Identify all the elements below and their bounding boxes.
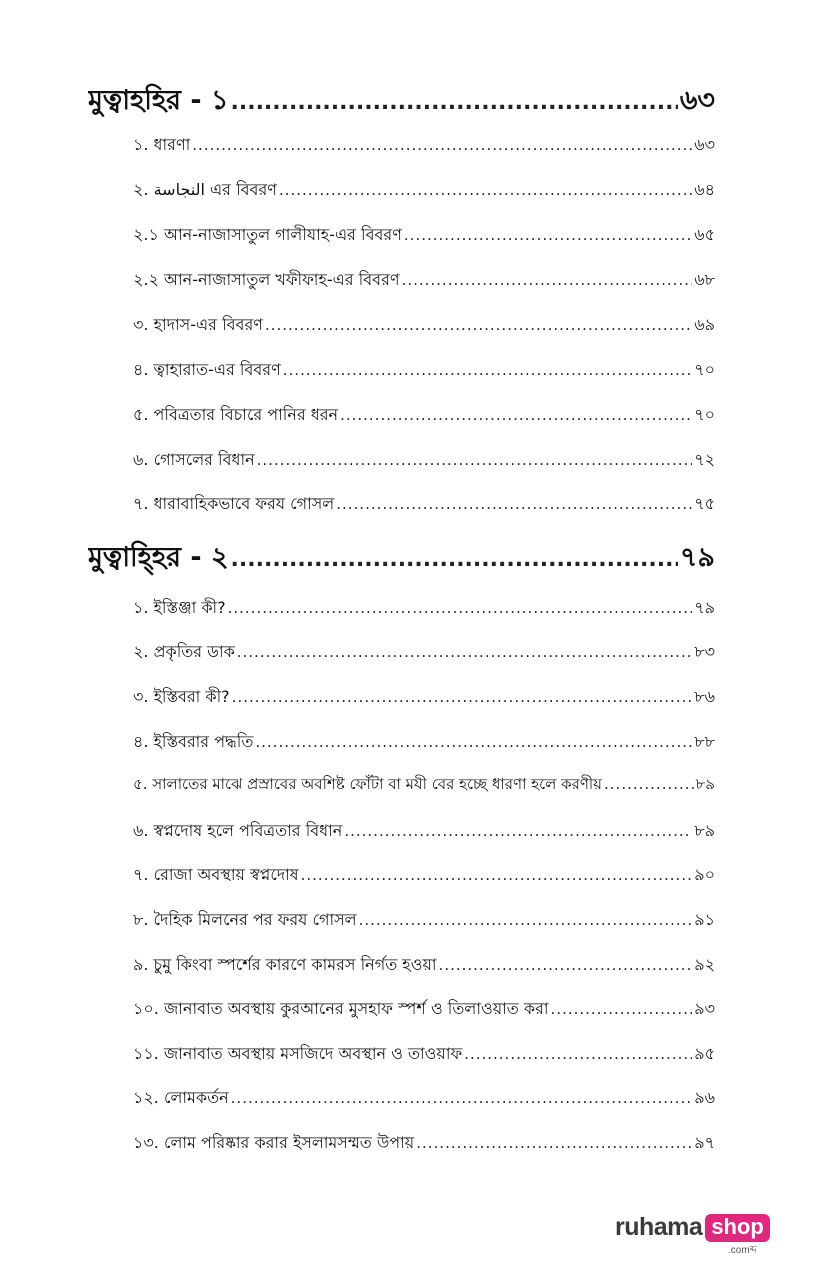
entry-page-number: ৭৯ xyxy=(694,598,715,617)
leader-dots xyxy=(301,866,693,884)
entry-label: ২. النجاسة এর বিবরণ xyxy=(133,180,277,199)
entry-page-number: ৬৯ xyxy=(694,315,715,334)
logo-shop-badge: shop xyxy=(705,1214,770,1242)
toc-entry xyxy=(133,907,715,934)
toc-entry xyxy=(133,996,715,1023)
toc-entry xyxy=(133,773,715,798)
entry-label: ১৩. লোম পরিষ্কার করার ইসলামসম্মত উপায় xyxy=(133,1133,415,1152)
toc-entry xyxy=(133,312,715,339)
section-heading xyxy=(88,80,715,125)
entry-label: ৬. গোসলের বিধান xyxy=(133,450,255,469)
leader-dots xyxy=(604,775,694,793)
leader-dots xyxy=(402,271,693,289)
logo-brand-text: ruhama xyxy=(615,1213,703,1241)
ruhamashop-logo xyxy=(615,1213,770,1256)
entry-label: ১২. লোমকর্তন xyxy=(133,1088,229,1107)
toc-entry xyxy=(133,639,715,666)
leader-dots xyxy=(228,599,693,617)
entry-label: ৪. ইস্তিবরার পদ্ধতি xyxy=(133,732,254,751)
leader-dots xyxy=(257,451,693,469)
leader-dots xyxy=(551,1000,693,1018)
toc-entry xyxy=(133,595,715,622)
entry-label: ৯. চুমু কিংবা স্পর্শের কারণে কামরস নির্গত হওয়া xyxy=(133,955,437,974)
entry-label: ১০. জানাবাত অবস্থায় কুরআনের মুসহাফ স্পর্শ ও তিলাওয়াত করা xyxy=(133,999,549,1018)
leader-dots xyxy=(404,226,692,244)
leader-dots xyxy=(231,1089,693,1107)
entry-label: ২.২ আন-নাজাসাতুল খফীফাহ-এর বিবরণ xyxy=(133,270,400,289)
toc-entry xyxy=(133,952,715,979)
leader-dots xyxy=(279,181,692,199)
toc-entry xyxy=(133,1130,715,1157)
entry-page-number: ৯২ xyxy=(694,955,715,974)
toc-entry xyxy=(133,447,715,474)
logo-domain-text: .comব্দ xyxy=(728,1245,757,1256)
leader-dots xyxy=(232,688,693,706)
entry-label: ৫. সালাতের মাঝে প্রস্রাবের অবশিষ্ট ফোঁটা বা মযী বের হচ্ছে ধারণা হলে করণীয় xyxy=(133,775,603,793)
entry-page-number: ৭০ xyxy=(694,360,715,379)
entry-page-number: ৯১ xyxy=(694,910,715,929)
toc-entry xyxy=(133,862,715,889)
section-page-number: ৬৩ xyxy=(679,85,715,116)
toc-entry xyxy=(133,818,715,845)
leader-dots xyxy=(192,136,692,154)
entry-page-number: ৮৩ xyxy=(694,642,715,661)
entry-page-number: ৬৮ xyxy=(694,270,715,289)
entry-label: ৩. হাদাস-এর বিবরণ xyxy=(133,315,263,334)
entry-page-number: ৯৭ xyxy=(694,1133,715,1152)
toc-entry xyxy=(133,1041,715,1068)
entry-page-number: ৬৩ xyxy=(694,135,715,154)
toc-entry xyxy=(133,1085,715,1112)
entry-page-number: ৮৮ xyxy=(694,732,715,751)
entry-page-number: ৬৫ xyxy=(694,225,715,244)
entry-page-number: ৭২ xyxy=(694,450,715,469)
entry-label: ৩. ইস্তিবরা কী? xyxy=(133,687,230,706)
leader-dots xyxy=(265,316,692,334)
section-heading xyxy=(88,537,715,582)
entry-label: ৫. পবিত্রতার বিচারে পানির ধরন xyxy=(133,405,339,424)
entry-page-number: ৯৬ xyxy=(694,1088,715,1107)
entry-label: ৬. স্বপ্নদোষ হলে পবিত্রতার বিধান xyxy=(133,821,343,840)
toc-entry xyxy=(133,132,715,159)
entry-label: ২. প্রকৃতির ডাক xyxy=(133,642,235,661)
leader-dots xyxy=(283,361,692,379)
leader-dots xyxy=(464,1045,692,1063)
leader-dots xyxy=(340,406,692,424)
entry-label: ৭. রোজা অবস্থায় স্বপ্নদোষ xyxy=(133,865,299,884)
leader-dots xyxy=(359,911,693,929)
leader-dots xyxy=(344,822,692,840)
leader-dots xyxy=(237,643,692,661)
entry-label: ২.১ আন-নাজাসাতুল গালীযাহ-এর বিবরণ xyxy=(133,225,402,244)
entry-page-number: ৭৫ xyxy=(694,494,715,513)
toc-entry xyxy=(133,267,715,294)
entry-label: ১. ধারণা xyxy=(133,135,191,154)
entry-page-number: ৯৫ xyxy=(694,1044,715,1063)
toc-entry xyxy=(133,222,715,249)
leader-dots xyxy=(439,956,693,974)
toc-entry xyxy=(133,491,715,518)
toc-entry xyxy=(133,729,715,756)
leader-dots xyxy=(255,733,692,751)
entry-label: ৪. ত্বাহারাত-এর বিবরণ xyxy=(133,360,281,379)
entry-page-number: ৯০ xyxy=(694,865,715,884)
entry-page-number: ৬৪ xyxy=(694,180,715,199)
entry-page-number: ৮৯ xyxy=(695,775,715,793)
leader-dots xyxy=(336,495,692,513)
entry-label: ৮. দৈহিক মিলনের পর ফরয গোসল xyxy=(133,910,357,929)
leader-dots xyxy=(416,1134,692,1152)
leader-dots xyxy=(231,90,678,115)
entry-label: ১১. জানাবাত অবস্থায় মসজিদে অবস্থান ও তাওয়াফ xyxy=(133,1044,463,1063)
toc-entry xyxy=(133,684,715,711)
entry-page-number: ৮৯ xyxy=(694,821,715,840)
entry-page-number: ৮৬ xyxy=(694,687,715,706)
toc-entry xyxy=(133,177,715,204)
section-title: মুত্বাহহির - ১ xyxy=(88,85,229,116)
entry-page-number: ৭০ xyxy=(694,405,715,424)
leader-dots xyxy=(231,547,678,572)
section-page-number: ৭৯ xyxy=(679,542,715,573)
entry-label: ১. ইস্তিঞ্জা কী? xyxy=(133,598,226,617)
entry-label: ৭. ধারাবাহিকভাবে ফরয গোসল xyxy=(133,494,335,513)
toc-entry xyxy=(133,357,715,384)
entry-page-number: ৯৩ xyxy=(694,999,715,1018)
toc-entry xyxy=(133,402,715,429)
section-title: মুত্বাহ্হির - ২ xyxy=(88,542,229,573)
